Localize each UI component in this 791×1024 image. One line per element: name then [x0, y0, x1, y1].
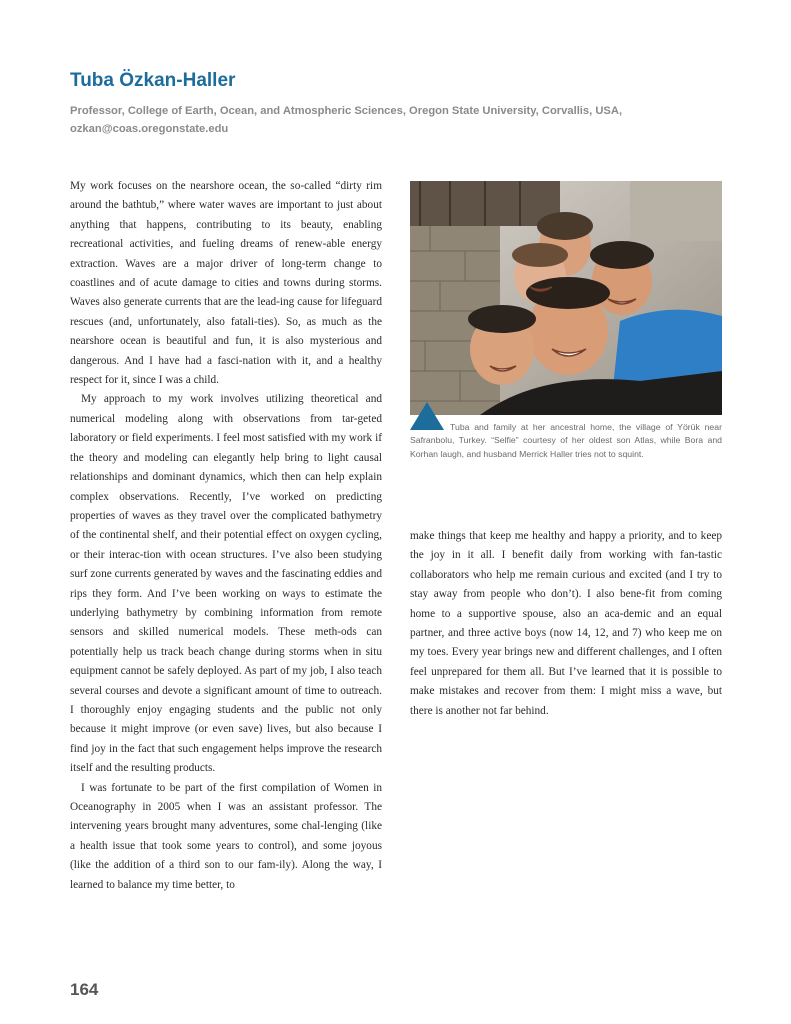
text-column-left	[70, 177, 382, 895]
body-paragraph-1: My work focuses on the nearshore ocean, the so-called “dirty rim around the bathtub,” where water waves are important to just about anything that happens, contributing to its beauty, enabling recreational activities, and fueling dreams of renew-able energy extraction. Waves are a major driver of long-term change to coastlines and of acute damage to cities and towns during storms. Waves also generate currents that are the lead-ing cause for lifeguard rescues (and, unfortunately, also fatali-ties). So, as much as the nearshore ocean is beautiful and fun, it is also mysterious and dangerous. And I have had a fasci-nation with it, and a healthy respect for it, since I was a child.	[70, 180, 382, 387]
affiliation-text: Professor, College of Earth, Ocean, and Atmospheric Sciences, Oregon State University, Corvallis, USA,	[70, 105, 623, 117]
text-column-right	[410, 527, 722, 721]
body-paragraph-4: make things that keep me healthy and happy a priority, and to keep the joy in it all. I benefit daily from working with fan-tastic collaborators who help me remain curious and excited (and I try to stay away from people who don’t). I also bene-fit from coming home to a supportive spouse, also an aca-demic and an equal partner, and three active boys (now 14, 12, and 7) who keep me on my toes. Every year brings new and different challenges, and I often feel unprepared for them all. But I’ve learned that it is possible to make mistakes and recover from them: I might miss a wave, but there is another not far behind.	[410, 530, 722, 717]
photo-caption: Tuba and family at her ancestral home, the village of Yörük near Safranbolu, Turkey. “Selfie” courtesy of her oldest son Atlas, while Bora and Korhan laugh, and husband Merrick Haller tries not to squint.	[410, 422, 722, 459]
body-paragraph-2: My approach to my work involves utilizing theoretical and numerical modeling along with observations from tar-geted laboratory or field experiments. I feel most satisfied with my work if the theory and modeling can elegantly help bring to light causal relationships and dominant dynamics, which then can help explain complex observations. Recently, I’ve worked on predicting properties of waves as they travel over the complicated bathymetry of the continental shelf, and their potential effect on oxygen cycling, or their interac-tion with ocean structures. I’ve also been studying surf zone currents generated by waves and the fascinating eddies and rips they form. And I’ve been working on ways to estimate the underlying bathymetry by combining information from remote sensors and skilled numerical models. These meth-ods can potentially help us track beach change during storms when in situ equipment cannot be safely deployed. As part of my job, I also teach several courses and devote a significant amount of time to outreach. I thoroughly enjoy engaging students and the public not only because it might improve (or even save) lives, but also because I find joy in the fact that such engagement helps improve the research itself and the resulting products.	[70, 393, 382, 775]
family-photo	[410, 181, 722, 415]
page-number: 164	[70, 980, 99, 999]
author-name: Tuba Özkan-Haller	[70, 70, 236, 91]
author-email: ozkan@coas.oregonstate.edu	[70, 123, 229, 135]
body-paragraph-3: I was fortunate to be part of the first compilation of Women in Oceanography in 2005 when I was an assistant professor. The intervening years brought many adventures, some chal-lenging (like a health issue that took some years to control), and some joyous (like the addition of a third son to our fam-ily). Along the way, I learned to balance my time better, to	[70, 781, 382, 891]
author-affiliation	[70, 102, 730, 138]
profile-header	[70, 68, 730, 138]
